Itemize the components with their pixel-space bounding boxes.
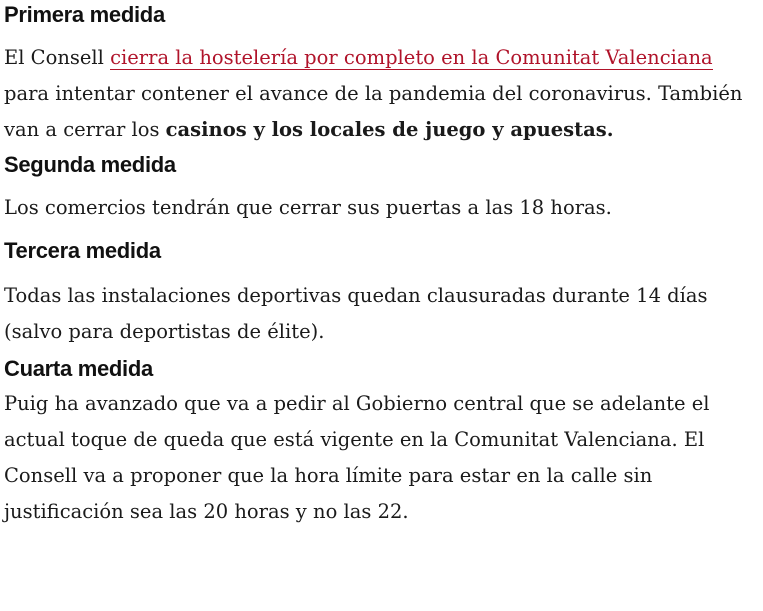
section-paragraph-cuarta: Puig ha avanzado que va a pedir al Gobierno central que se adelante el actual toque de queda que está vigente en la Comunitat Valenciana. El Consell va a proponer que la hora límite para estar en la calle sin justificación sea las 20 horas y no las 22. — [4, 392, 710, 523]
article-body — [4, 0, 759, 530]
section-paragraph-tercera: Todas las instalaciones deportivas quedan clausuradas durante 14 días (salvo para deportistas de élite). — [4, 284, 708, 343]
section-heading-cuarta: Cuarta medida — [4, 356, 153, 381]
paragraph-text: para intentar contener el avance de la pandemia del coronavirus. También van a cerrar los — [4, 82, 743, 141]
hosteleria-closure-link[interactable]: cierra la hostelería por completo en la Comunitat Valenciana — [110, 46, 713, 69]
section-heading-segunda: Segunda medida — [4, 152, 176, 177]
section-paragraph-primera — [4, 40, 759, 148]
section-heading-tercera: Tercera medida — [4, 238, 161, 263]
bold-emphasis-text: casinos y los locales de juego y apuestas. — [165, 118, 614, 141]
section-paragraph-segunda: Los comercios tendrán que cerrar sus puertas a las 18 horas. — [4, 196, 612, 219]
paragraph-text: El Consell — [4, 46, 111, 69]
section-heading-primera: Primera medida — [4, 2, 165, 27]
